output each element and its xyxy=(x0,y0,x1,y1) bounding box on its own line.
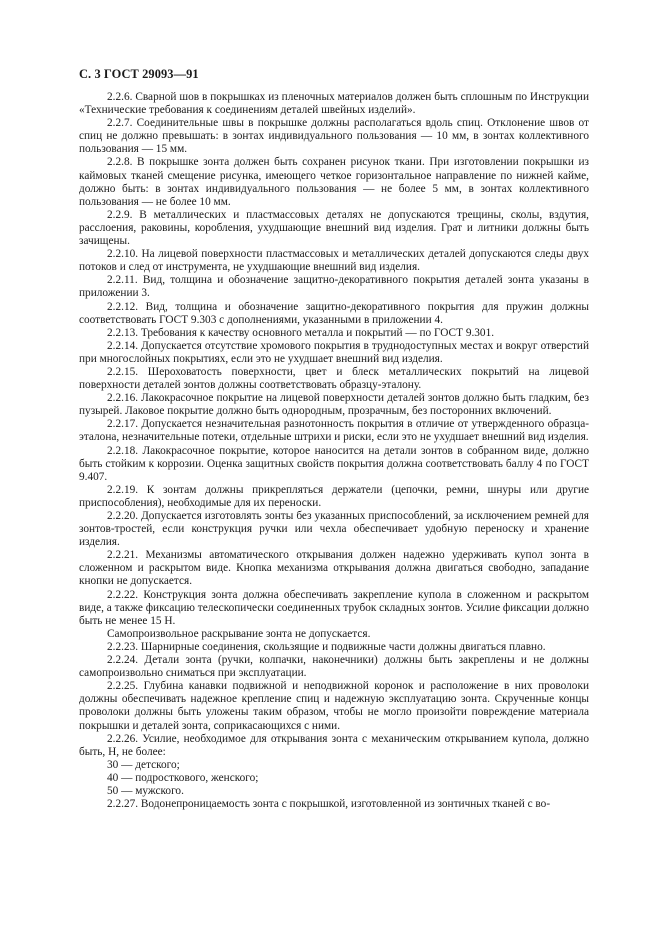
paragraph-2-2-7: 2.2.7. Соединительные швы в покрышке должны располагаться вдоль спиц. Отклонение швов от спиц не должно превышать: в зонтах индивидуального пользования — 10 мм, в зонтах коллективного пользования — 15 мм. xyxy=(79,117,589,156)
list-item-male: 50 — мужского. xyxy=(107,784,184,797)
paragraph-2-2-15: 2.2.15. Шероховатость поверхности, цвет и блеск металлических покрытий на лицевой поверхности деталей зонтов должны соответствовать образцу-эталону. xyxy=(79,365,589,392)
paragraph-2-2-21: 2.2.21. Механизмы автоматического открывания должен надежно удерживать купол зонта в сложенном и раскрытом виде. Кнопка механизма открывания должна двигаться свободно, западание кнопки не допускается. xyxy=(79,549,589,588)
paragraph-2-2-19: 2.2.19. К зонтам должны прикрепляться держатели (цепочки, ремни, шнуры или другие приспособления), необходимые для их переноски. xyxy=(79,483,589,509)
paragraph-2-2-25: 2.2.25. Глубина канавки подвижной и неподвижной коронок и расположение в них проволоки должны обеспечивать надежное крепление спиц и надежную эксплуатацию зонта. Скрученные концы проволоки должны быть уложены таким образом, чтобы не могло произойти повреждение материала покрышки и деталей зонта, соприкасающихся с ними. xyxy=(79,680,589,732)
list-item-child: 30 — детского; xyxy=(107,758,180,771)
paragraph-2-2-6: 2.2.6. Сварной шов в покрышках из пленочных материалов должен быть сплошным по Инструкции «Технические требования к соединениям деталей швейных изделий». xyxy=(79,91,589,117)
paragraph-2-2-12: 2.2.12. Вид, толщина и обозначение защитно-декоративного покрытия для пружин должны соответствовать ГОСТ 9.303 с дополнениями, указанными в приложении 4. xyxy=(79,300,589,326)
document-body xyxy=(79,91,589,811)
paragraph-2-2-26: 2.2.26. Усилие, необходимое для открывания зонта с механическим открыванием купола, должно быть, Н, не более: xyxy=(79,732,589,758)
list-item-teen-female: 40 — подросткового, женского; xyxy=(107,771,259,784)
paragraph-2-2-22: 2.2.22. Конструкция зонта должна обеспечивать закрепление купола в сложенном и раскрытом виде, а также фиксацию телескопически соединенных трубок складных зонтов. Усилие фиксации должно быть не менее 15 Н. xyxy=(79,588,589,627)
paragraph-2-2-18: 2.2.18. Лакокрасочное покрытие, которое наносится на детали зонтов в собранном виде, должно быть стойким к коррозии. Оценка защитных свойств покрытия должна соответствовать баллу 4 по ГОСТ 9.407. xyxy=(79,444,589,483)
paragraph-2-2-14: 2.2.14. Допускается отсутствие хромового покрытия в труднодоступных местах и вокруг отверстий при многослойных покрытиях, если это не ухудшает внешний вид изделия. xyxy=(79,339,589,365)
paragraph-2-2-8: 2.2.8. В покрышке зонта должен быть сохранен рисунок ткани. При изготовлении покрышки из каймовых тканей смещение рисунка, имеющего четкое горизонтальное направление по нижней кайме, должно быть: в зонтах индивидуального пользования — не более 5 мм, в зонтах коллективного пользования — не более 10 мм. xyxy=(79,156,589,208)
paragraph-2-2-9: 2.2.9. В металлических и пластмассовых деталях не допускаются трещины, сколы, вздутия, расслоения, раковины, коробления, ухудшающие внешний вид изделия. Грат и литники должны быть зачищены. xyxy=(79,208,589,248)
paragraph-2-2-16: 2.2.16. Лакокрасочное покрытие на лицевой поверхности деталей зонтов должно быть гладким, без пузырей. Лаковое покрытие должно быть однородным, прозрачным, без посторонних включений. xyxy=(79,392,589,418)
paragraph-2-2-11: 2.2.11. Вид, толщина и обозначение защитно-декоративного покрытия деталей зонта указаны в приложении 3. xyxy=(79,274,589,300)
page-header: С. 3 ГОСТ 29093—91 xyxy=(79,67,199,81)
paragraph-2-2-20: 2.2.20. Допускается изготовлять зонты без указанных приспособлений, за исключением ремней для зонтов-тростей, если конструкция ручки или чехла обеспечивает удобную переноску и хранение изделия. xyxy=(79,510,589,549)
paragraph-2-2-17: 2.2.17. Допускается незначительная разнотонность покрытия в отличие от утвержденного образца-эталона, незначительные потеки, отдельные штрихи и риски, если это не ухудшает внешний вид изделия. xyxy=(79,418,589,444)
paragraph-2-2-27: 2.2.27. Водонепроницаемость зонта с покрышкой, изготовленной из зонтичных тканей с во- xyxy=(107,798,551,811)
paragraph-2-2-23: 2.2.23. Шарнирные соединения, скользящие и подвижные части должны двигаться плавно. xyxy=(107,640,546,653)
paragraph-no-self-opening: Самопроизвольное раскрывание зонта не допускается. xyxy=(107,627,371,640)
paragraph-2-2-24: 2.2.24. Детали зонта (ручки, колпачки, наконечники) должны быть закреплены и не должны самопроизвольно сниматься при эксплуатации. xyxy=(79,654,589,680)
paragraph-2-2-10: 2.2.10. На лицевой поверхности пластмассовых и металлических деталей допускаются следы двух потоков и след от инструмента, не ухудшающие внешний вид изделия. xyxy=(79,248,589,274)
paragraph-2-2-13: 2.2.13. Требования к качеству основного металла и покрытий — по ГОСТ 9.301. xyxy=(107,326,495,339)
